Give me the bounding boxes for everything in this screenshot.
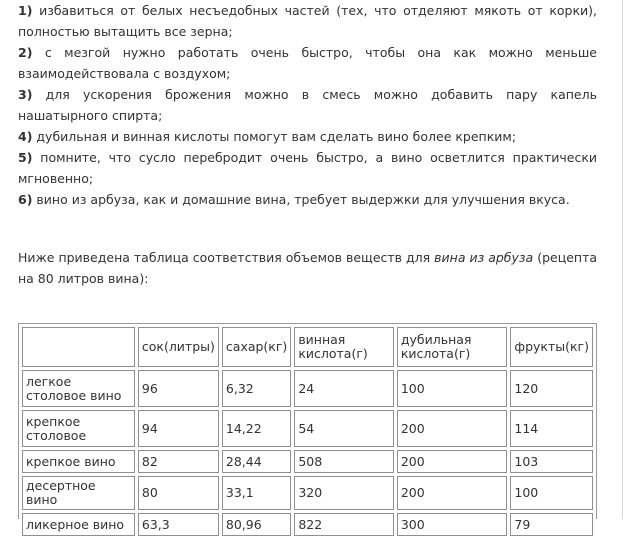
- table-cell: 28,44: [222, 450, 291, 473]
- table-cell: 96: [138, 370, 219, 407]
- table-cell: 80: [138, 476, 219, 510]
- step-item: [18, 42, 597, 84]
- table-cell: 80,96: [222, 513, 291, 536]
- table-cell: десертное вино: [22, 476, 135, 510]
- step-item: [18, 84, 597, 126]
- table-cell: 94: [138, 410, 219, 447]
- table-cell: 54: [294, 410, 394, 447]
- table-header-cell: фрукты(кг): [510, 327, 593, 367]
- recipe-table: [19, 324, 596, 539]
- article-content: [18, 0, 598, 532]
- table-row: [22, 450, 593, 473]
- table-row: [22, 513, 593, 536]
- table-cell: 33,1: [222, 476, 291, 510]
- step-item: [18, 189, 597, 210]
- table-cell: 14,22: [222, 410, 291, 447]
- table-cell: крепкое столовое: [22, 410, 135, 447]
- step-text: дубильная и винная кислоты помогут вам сделать вино более крепким;: [36, 129, 517, 144]
- step-item: [18, 147, 597, 189]
- table-cell: 200: [397, 450, 508, 473]
- table-cell: 300: [397, 513, 508, 536]
- table-cell: крепкое вино: [22, 450, 135, 473]
- step-text: для ускорения брожения можно в смесь можно добавить пару капель нашатырного спирта;: [18, 87, 597, 123]
- table-intro: [18, 247, 597, 289]
- table-cell: 200: [397, 476, 508, 510]
- step-number: 3): [18, 87, 33, 102]
- step-text: с мезгой нужно работать очень быстро, чтобы она как можно меньше взаимодействовала с воздухом;: [18, 45, 597, 81]
- intro-italic: вина из арбуза: [434, 250, 534, 265]
- step-number: 5): [18, 150, 33, 165]
- step-number: 2): [18, 45, 33, 60]
- table-cell: 100: [510, 476, 593, 510]
- intro-text-end: (рецепта на 80 литров вина):: [18, 250, 598, 286]
- table-row: [22, 476, 593, 510]
- page-right-border: [622, 0, 623, 519]
- table-cell: 24: [294, 370, 394, 407]
- table-cell: 120: [510, 370, 593, 407]
- table-cell: 320: [294, 476, 394, 510]
- table-cell: 103: [510, 450, 593, 473]
- table-cell: 6,32: [222, 370, 291, 407]
- steps-list: [18, 0, 597, 210]
- table-cell: 100: [397, 370, 508, 407]
- table-cell: легкое столовое вино: [22, 370, 135, 407]
- table-header-cell: сахар(кг): [222, 327, 291, 367]
- table-header-cell: [22, 327, 135, 367]
- table-row: [22, 370, 593, 407]
- table-cell: 79: [510, 513, 593, 536]
- step-item: [18, 126, 597, 147]
- table-cell: ликерное вино: [22, 513, 135, 536]
- table-header-cell: винная кислота(г): [294, 327, 394, 367]
- step-number: 1): [18, 3, 33, 18]
- step-text: избавиться от белых несъедобных частей (тех, что отделяют мякоть от корки), полностью вытащить все зерна;: [18, 3, 597, 39]
- step-text: помните, что сусло перебродит очень быстро, а вино осветлится практически мгновенно;: [18, 150, 597, 186]
- table-cell: 114: [510, 410, 593, 447]
- table-cell: 82: [138, 450, 219, 473]
- recipe-table-frame: [18, 323, 597, 532]
- step-number: 4): [18, 129, 33, 144]
- table-header-row: [22, 327, 593, 367]
- table-header-cell: дубильная кислота(г): [397, 327, 508, 367]
- table-cell: 200: [397, 410, 508, 447]
- table-row: [22, 410, 593, 447]
- step-text: вино из арбуза, как и домашние вина, требует выдержки для улучшения вкуса.: [36, 192, 570, 207]
- table-cell: 822: [294, 513, 394, 536]
- table-cell: 63,3: [138, 513, 219, 536]
- step-item: [18, 0, 597, 42]
- intro-text: Ниже приведена таблица соответствия объемов веществ для: [18, 250, 435, 265]
- table-cell: 508: [294, 450, 394, 473]
- table-header-cell: сок(литры): [138, 327, 219, 367]
- step-number: 6): [18, 192, 33, 207]
